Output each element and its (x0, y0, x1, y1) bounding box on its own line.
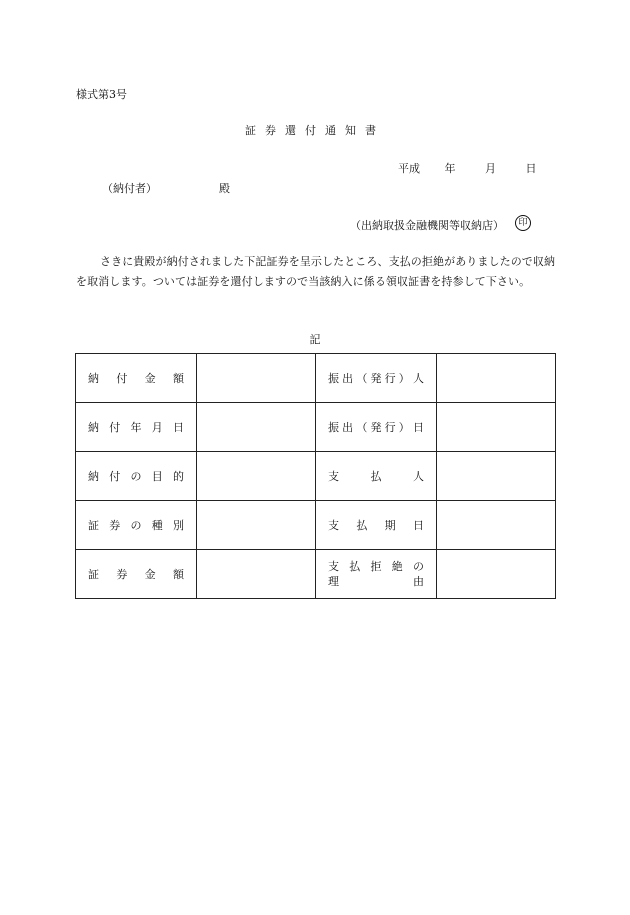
label-char: 年 (130, 421, 142, 434)
label-char: 付 (109, 421, 121, 434)
label-char: 行 (384, 421, 396, 434)
label-char: （ (356, 421, 368, 434)
label-char: ） (398, 372, 410, 385)
label-char: 日 (412, 421, 424, 434)
label-char: 払 (356, 519, 368, 532)
right-value-cell[interactable] (437, 550, 556, 599)
left-value-cell[interactable] (197, 354, 316, 403)
label-char: 金 (144, 568, 156, 581)
left-label-cell (76, 452, 197, 501)
label-char: の (130, 519, 142, 532)
label-char: 振 (328, 372, 339, 385)
label-char: 絶 (391, 560, 403, 573)
right-value-cell[interactable] (437, 452, 556, 501)
ki-label: 記 (309, 333, 321, 346)
label-char: 理 (328, 575, 339, 588)
label-char: 発 (370, 421, 382, 434)
label-char: 月 (151, 421, 163, 434)
right-label-cell (316, 501, 437, 550)
payer-label: （納付者） (102, 182, 157, 195)
label-char: 払 (349, 560, 361, 573)
left-label-cell (76, 354, 197, 403)
left-value-cell[interactable] (197, 452, 316, 501)
left-label-cell (76, 501, 197, 550)
seal-mark: 印 (515, 215, 531, 231)
label-char: 証 (88, 519, 99, 532)
label-char: 券 (116, 568, 128, 581)
right-label-line2 (328, 574, 424, 589)
label-char: 納 (88, 372, 99, 385)
label-char: 日 (173, 421, 184, 434)
right-label (328, 468, 424, 484)
left-label (88, 419, 184, 435)
table-row (76, 452, 556, 501)
label-char: 行 (384, 372, 396, 385)
date-year: 年 (444, 162, 456, 175)
issuer-label: （出納取扱金融機関等収納店） (350, 219, 504, 232)
right-label-cell (316, 354, 437, 403)
left-label (88, 566, 184, 582)
label-char: 払 (370, 470, 382, 483)
right-label-cell (316, 550, 437, 599)
detail-table (75, 353, 556, 599)
label-char: 日 (412, 519, 424, 532)
label-char: 的 (173, 470, 184, 483)
label-char: 由 (413, 575, 424, 588)
left-label (88, 370, 184, 386)
label-char: 出 (342, 372, 354, 385)
label-char: 券 (109, 519, 121, 532)
left-label (88, 468, 184, 484)
label-char: 額 (172, 568, 184, 581)
label-char: 付 (109, 470, 121, 483)
label-char: 別 (173, 519, 184, 532)
date-line (398, 160, 537, 176)
label-char: 発 (370, 372, 382, 385)
label-char: 支 (328, 519, 339, 532)
table-row (76, 354, 556, 403)
label-char: 振 (328, 421, 339, 434)
label-char: の (413, 560, 424, 573)
label-char: 納 (88, 421, 99, 434)
label-char: 額 (172, 372, 184, 385)
right-label (328, 517, 424, 533)
form-number: 様式第3号 (76, 88, 127, 101)
body-paragraph: さきに貴殿が納付されました下記証券を呈示したところ、支払の拒絶がありましたので収納を取消します。ついては証券を還付しますので当該納入に係る領収証書を持参して下さい。 (76, 255, 556, 288)
left-label-cell (76, 403, 197, 452)
table-row (76, 501, 556, 550)
right-label-cell (316, 403, 437, 452)
left-value-cell[interactable] (197, 550, 316, 599)
right-value-cell[interactable] (437, 354, 556, 403)
label-char: 納 (88, 470, 99, 483)
left-value-cell[interactable] (197, 501, 316, 550)
table-row (76, 550, 556, 599)
right-value-cell[interactable] (437, 403, 556, 452)
label-char: （ (356, 372, 368, 385)
label-char: 証 (88, 568, 99, 581)
payer-honorific: 殿 (219, 182, 230, 195)
right-label-two-line (328, 559, 424, 589)
label-char: 出 (342, 421, 354, 434)
label-char: 期 (384, 519, 396, 532)
right-label (328, 370, 424, 386)
label-char: ） (398, 421, 410, 434)
left-label (88, 517, 184, 533)
label-char: 拒 (370, 560, 382, 573)
label-char: 金 (144, 372, 156, 385)
right-label-cell (316, 452, 437, 501)
label-char: の (130, 470, 142, 483)
date-month: 月 (485, 162, 496, 175)
left-label-cell (76, 550, 197, 599)
label-char: 支 (328, 470, 339, 483)
label-char: 種 (151, 519, 163, 532)
right-label (328, 419, 424, 435)
table-row (76, 403, 556, 452)
label-char: 人 (413, 470, 424, 483)
date-era: 平成 (398, 162, 420, 175)
label-char: 付 (116, 372, 128, 385)
label-char: 人 (412, 372, 424, 385)
right-label-line1 (328, 559, 424, 574)
date-day: 日 (525, 162, 537, 175)
label-char: 目 (151, 470, 163, 483)
document-title: 証券還付通知書 (245, 124, 385, 137)
label-char: 支 (328, 560, 339, 573)
left-value-cell[interactable] (197, 403, 316, 452)
right-value-cell[interactable] (437, 501, 556, 550)
